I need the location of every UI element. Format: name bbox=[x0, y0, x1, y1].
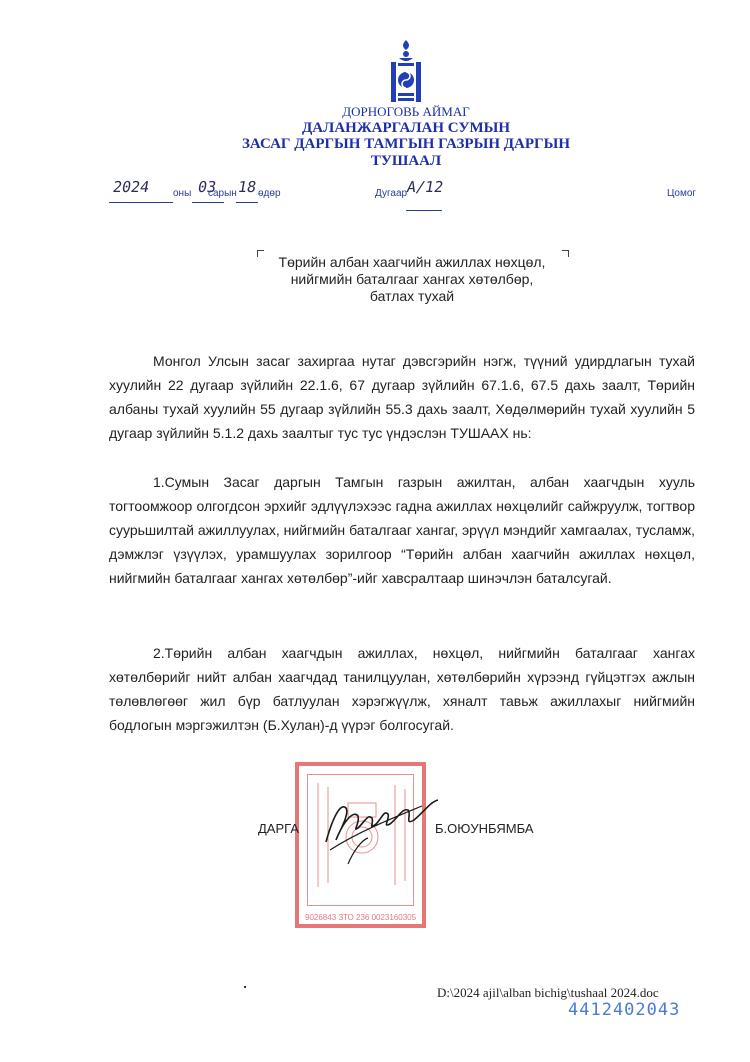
header-office: ЗАСАГ ДАРГЫН ТАМГЫН ГАЗРЫН ДАРГЫН bbox=[241, 136, 570, 152]
body-paragraph-3: 2.Төрийн албан хаагчдын ажиллах, нөхцөл, нийгмийн баталгааг хангах хөтөлбөрийг нийт албан хаагчдад танилцуулан, хөтөлбөрийн хүрээнд гүйцэтгэх ажлын төлөвлөгөөг жил бүр батлуулан хэрэгжүүлж, хяналт тавьж ажиллахыг нийгмийн бодлогын мэргэжилтэн (Б.Хулан)-д үүрэг болгосугай. bbox=[109, 645, 695, 733]
body-paragraph-2: 1.Сумын Засаг даргын Тамгын газрын ажилтан, албан хаагчдын хууль тогтоомжоор олгогдсон эрхийг эдлүүлэхээс гадна ажиллах нөхцөлийг сайжруулж, тогтвор суурьшилтай ажиллуулах, нийгмийн баталгааг хангаг, эрүүл мэндийг хамгаалах, тусламж, дэмжлэг үзүүлэх, урамшуулах зорилгоор “Төрийн албан хаагчийн ажиллах нөхцөл, нийгмийн баталгааг хангах хөтөлбөр”-ийг хавсралтаар шинэчлэн баталсугай. bbox=[109, 474, 695, 586]
date-month-label: сарын bbox=[208, 188, 237, 199]
number-label: Дугаар bbox=[375, 188, 408, 199]
scan-speck bbox=[244, 986, 246, 988]
date-year-handwritten: 2024 bbox=[111, 178, 151, 196]
file-path: D:\2024 ajil\alban bichig\tushaal 2024.doc bbox=[437, 985, 659, 1000]
signatory-title: ДАРГА bbox=[258, 821, 299, 836]
body-paragraph-1: Монгол Улсын засаг захиргаа нутаг дэвсгэрийн нэгж, түүний удирдлагын тухай хуулийн 22 дугаар зүйлийн 22.1.6, 67 дугаар зүйлийн 67.1.6, 67.5 дахь заалт, Төрийн албаны тухай хуулийн 55 дугаар зүйлийн 55.3 дахь заалт, Хөдөлмөрийн тухай хуулийн 5 дугаар зүйлийн 5.1.2 дахь заалтыг тус тус үндэслэн ТУШААХ нь: bbox=[109, 353, 695, 441]
header-sum: ДАЛАНЖАРГАЛАН СУМЫН bbox=[301, 120, 511, 136]
city-label: Цомог bbox=[667, 188, 697, 199]
subject-line-2: нийгмийн баталгааг хангах хөтөлбөр, bbox=[290, 271, 534, 287]
subject-block bbox=[257, 254, 567, 305]
registration-number: 4412402043 bbox=[568, 1000, 681, 1020]
subject-line-1: Төрийн албан хаагчийн ажиллах нөхцөл, bbox=[278, 254, 546, 270]
date-day-label: өдөр bbox=[258, 188, 281, 199]
number-handwritten: А/12 bbox=[405, 178, 445, 196]
number-underline bbox=[406, 210, 442, 211]
date-day-handwritten: 18 bbox=[236, 178, 258, 196]
stamp-number: 9026843 ЗТО 236 0023160305 bbox=[305, 913, 417, 922]
year-underline bbox=[109, 202, 173, 203]
date-year-label: оны bbox=[173, 188, 192, 199]
header-aimag: ДОРНОГОВЬ АЙМАГ bbox=[342, 104, 470, 119]
header-doc-type: ТУШААЛ bbox=[370, 153, 442, 169]
signatory-name: Б.ОЮУНБЯМБА bbox=[435, 821, 534, 836]
date-month-handwritten: 03 bbox=[196, 178, 218, 196]
handwritten-signature bbox=[318, 780, 458, 870]
subject-line-3: батлах тухай bbox=[369, 288, 455, 304]
soyombo-emblem-icon bbox=[386, 38, 426, 104]
month-underline bbox=[192, 202, 224, 203]
day-underline bbox=[236, 202, 258, 203]
